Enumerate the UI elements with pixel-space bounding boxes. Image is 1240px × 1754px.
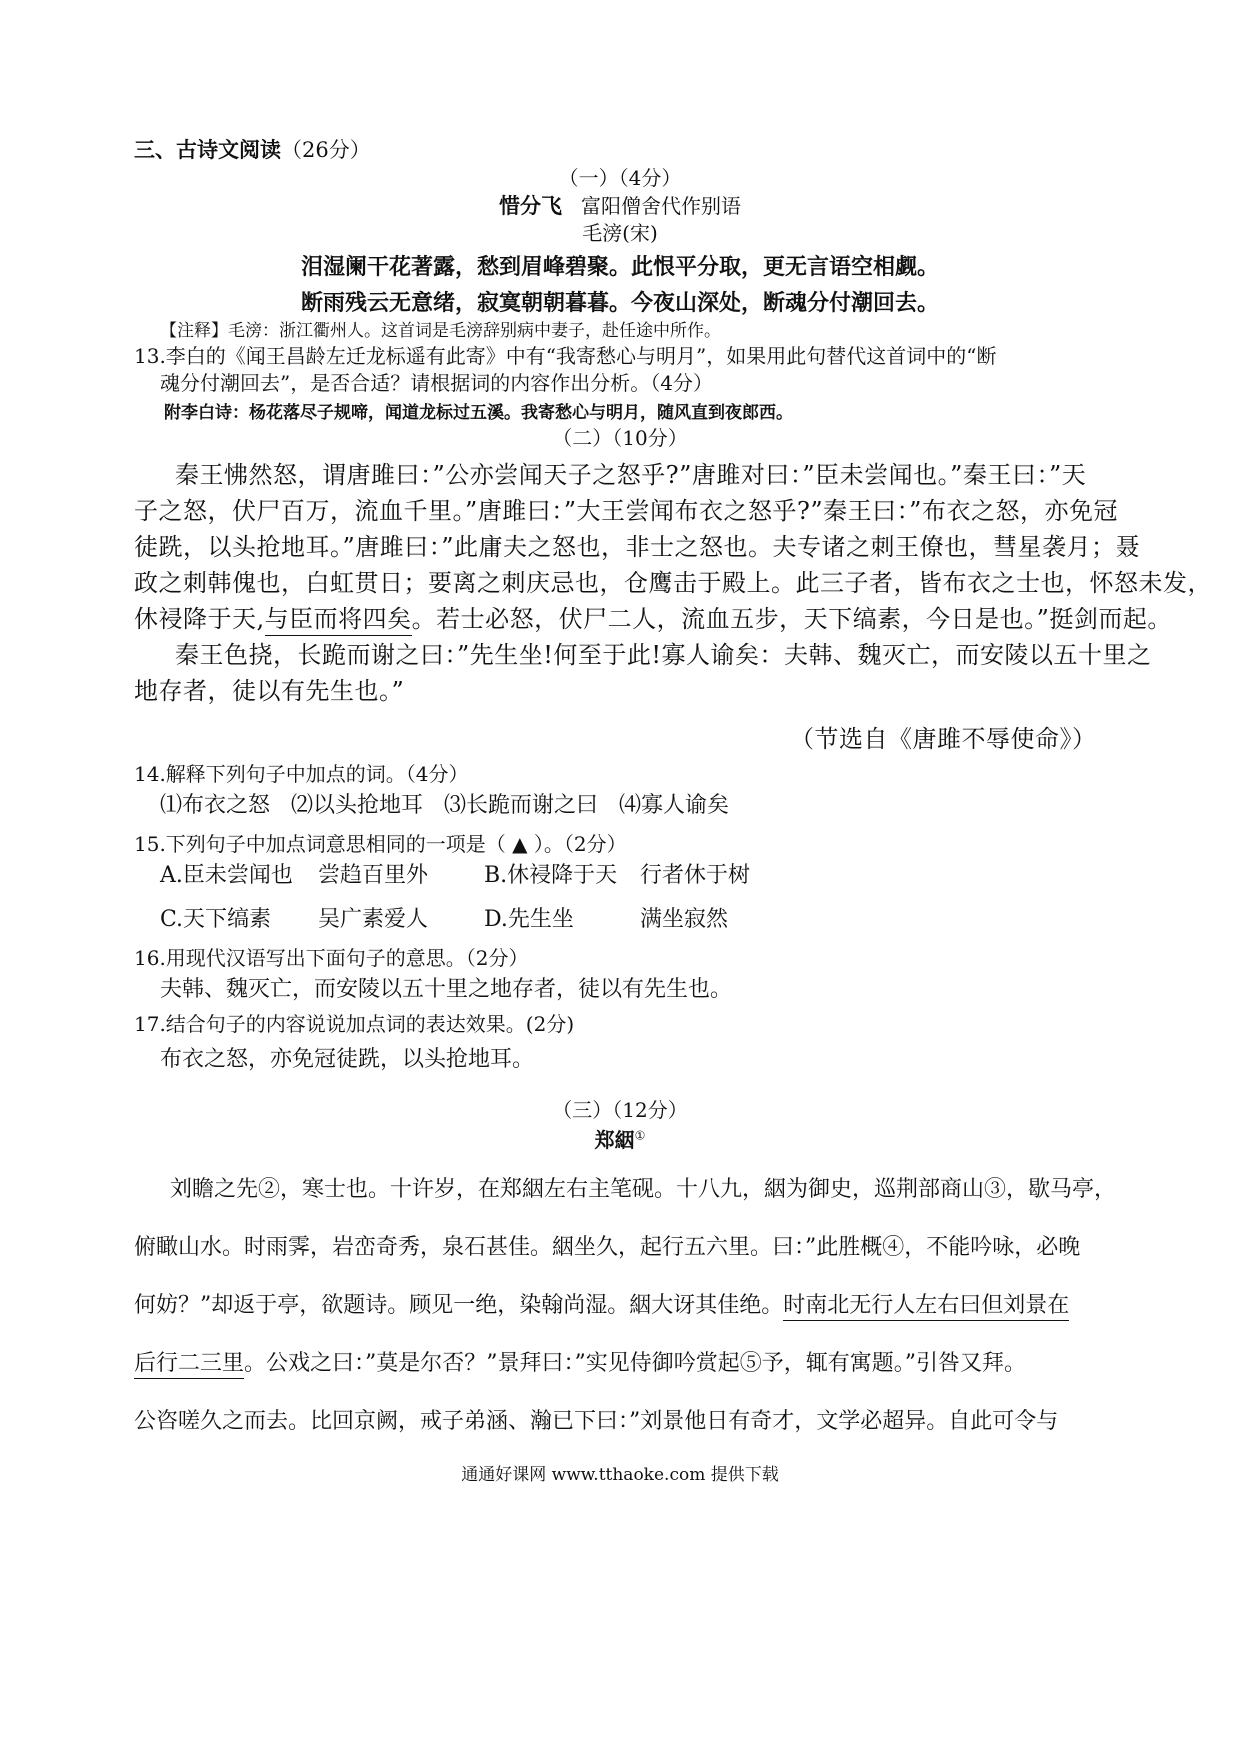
q17-stem: 17.结合句子的内容说说加点词的表达效果。(2分): [134, 1012, 575, 1036]
part2-line-5-end: 。若士必怒，伏尸二人，流血五步，天下缟素，今日是也。”挺剑而起。: [411, 605, 1172, 633]
part1-header: （一）（4分）: [558, 166, 682, 190]
q15-option-d: D.先生坐: [484, 907, 574, 932]
part2-line-6: 秦王色挠，长跪而谢之曰：”先生坐!何至于此!寡人谕矣：夫韩、魏灭亡，而安陵以五十里之: [175, 641, 1152, 669]
part2-line-4: 政之刺韩傀也，白虹贯日；要离之刺庆忌也，仓鹰击于殿上。此三子者，皆布衣之士也，怀怒未发，: [134, 569, 1212, 597]
poem-title: 惜分飞: [498, 193, 562, 218]
part3-line-4: [134, 1346, 1026, 1377]
part2-line-1: 秦王怫然怒，谓唐雎曰：”公亦尝闻天子之怒乎?”唐雎对曰：”臣未尝闻也。”秦王曰：”天: [175, 461, 1087, 489]
part2-line-5: [134, 599, 1172, 634]
underlined-sentence-end: 后行二三里: [134, 1351, 244, 1379]
part2-line-2: 子之怒，伏尸百万，流血千里。”唐雎曰：”大王尝闻布衣之怒乎?”秦王曰：”布衣之怒，亦免冠: [134, 497, 1118, 525]
part3-title-text: 郑絪: [594, 1128, 635, 1152]
underlined-sentence: 与臣而将四矣: [265, 605, 412, 636]
poem-line-2: 断雨残云无意绪，寂寞朝朝暮暮。今夜山深处，断魂分付潮回去。: [300, 290, 939, 316]
page-footer: 通通好课网 www.tthaoke.com 提供下载: [461, 1465, 779, 1485]
underlined-sentence-start: 时南北无行人左右曰但刘景在: [783, 1293, 1069, 1321]
section-score: （26分）: [281, 138, 371, 162]
section-heading: [134, 134, 371, 164]
section-title: 三、古诗文阅读: [134, 137, 281, 162]
poem-title-line: [0, 190, 1240, 220]
q15-option-c: C.天下缟素: [160, 907, 272, 932]
q13-line-2: 魂分付潮回去”，是否合适？请根据词的内容作出分析。（4分）: [160, 371, 713, 395]
part3-line-4-rest: 。公戏之曰：”莫是尔否？”景拜曰：”实见侍御吟赏起⑤予，辄有寓题。”引咎又拜。: [244, 1351, 1027, 1376]
q14-item-2: ⑵以头抢地耳: [291, 793, 424, 818]
q14-item-4: ⑷寡人谕矣: [619, 793, 730, 818]
part3-line-5: 公咨嗟久之而去。比回京阙，戒子弟涵、瀚已下曰：”刘景他日有奇才，文学必超异。自此可令与: [134, 1409, 1059, 1434]
part3-line-2: 俯瞰山水。时雨霁，岩峦奇秀，泉石甚佳。絪坐久，起行五六里。曰：”此胜概④，不能吟咏，必晚: [134, 1235, 1081, 1260]
poem-subtitle: 富阳僧舍代作别语: [581, 194, 742, 218]
q15-option-d-compare: 满坐寂然: [640, 907, 729, 932]
q15-option-b: B.休祲降于天: [484, 863, 618, 888]
q14-items: [160, 788, 729, 819]
part2-line-5-start: 休祲降于天,: [134, 605, 265, 633]
part2-line-3: 徒跣，以头抢地耳。”唐雎曰：”此庸夫之怒也，非士之怒也。夫专诸之刺王僚也，彗星袭月；聂: [134, 533, 1141, 561]
poem-line-1: 泪湿阑干花著露，愁到眉峰碧聚。此恨平分取，更无言语空相觑。: [300, 254, 939, 280]
part2-source: （节选自《唐雎不辱使命》）: [790, 725, 1097, 753]
q14-stem: 14.解释下列句子中加点的词。（4分）: [134, 762, 469, 786]
part3-line-1: 刘瞻之先②，寒士也。十许岁，在郑絪左右主笔砚。十八九，絪为御史，巡荆部商山③，歇马亭，: [170, 1177, 1117, 1202]
q16-stem: 16.用现代汉语写出下面句子的意思。（2分）: [134, 946, 529, 970]
q15-option-a-compare: 尝趋百里外: [318, 863, 429, 888]
part2-header: （二）（10分）: [552, 426, 688, 450]
part3-title-footnote: ①: [634, 1128, 646, 1143]
q16-sentence: 夫韩、魏灭亡，而安陵以五十里之地存者，徒以有先生也。: [160, 977, 733, 1002]
part3-title: [0, 1124, 1240, 1153]
q17-sentence: 布衣之怒，亦免冠徒跣，以头抢地耳。: [160, 1047, 535, 1072]
poem-author: 毛滂(宋): [582, 221, 658, 245]
part2-line-7: 地存者，徒以有先生也。”: [134, 677, 405, 705]
q15-stem: 15.下列句子中加点词意思相同的一项是（ ▲ ）。（2分）: [134, 832, 627, 856]
q13-appendix: 附李白诗：杨花落尽子规啼，闻道龙标过五溪。我寄愁心与明月，随风直到夜郎西。: [164, 403, 793, 423]
poem-note: 【注释】毛滂：浙江衢州人。这首词是毛滂辞别病中妻子，赴任途中所作。: [160, 321, 721, 341]
q13-line-1: 13.李白的《闻王昌龄左迁龙标遥有此寄》中有“我寄愁心与明月”，如果用此句替代这首词中的“断: [134, 344, 997, 368]
q15-option-c-compare: 吴广素爱人: [318, 907, 429, 932]
q14-item-1: ⑴布衣之怒: [160, 793, 271, 818]
q15-option-a: A.臣未尝闻也: [160, 863, 293, 888]
q15-option-b-compare: 行者休于树: [640, 863, 751, 888]
part3-line-3-start: 何妨？”却返于亭，欲题诗。顾见一绝，染翰尚湿。絪大讶其佳绝。: [134, 1293, 784, 1318]
part3-line-3: [134, 1288, 1069, 1319]
q14-item-3: ⑶长跪而谢之曰: [444, 793, 599, 818]
part3-header: （三）（12分）: [552, 1098, 688, 1122]
